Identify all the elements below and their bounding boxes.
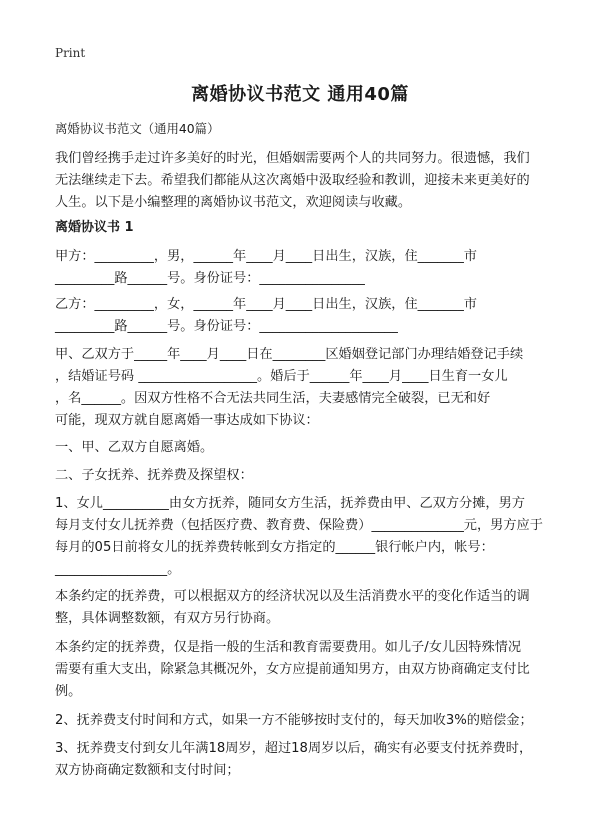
item-1-line-2: 每月支付女儿抚养费（包括医疗费、教育费、保险费）______________元，男方应于 — [55, 518, 543, 533]
marriage-line-4: 可能，现双方就自愿离婚一事达成如下协议： — [55, 413, 319, 428]
intro-line-2: 无法继续走下去。希望我们都能从这次离婚中汲取经验和教训，迎接未来更美好的 — [55, 173, 530, 188]
document-subtitle: 离婚协议书范文（通用40篇） — [55, 121, 220, 136]
item-3-line-1: 3、抚养费支付到女儿年满18周岁，超过18周岁以后，确实有必要支付抚养费时， — [55, 741, 533, 756]
intro-line-3: 人生。以下是小编整理的离婚协议书范文，欢迎阅读与收藏。 — [55, 195, 412, 210]
item-3-line-2: 双方协商确定数额和支付时间； — [55, 763, 240, 778]
party-b-line-1: 乙方：_________，女，______年____月____日出生，汉族，住_______市 — [55, 297, 477, 312]
party-b-line-2: _________路______号。身份证号：_____________________ — [55, 319, 398, 334]
general-line-1: 本条约定的抚养费，仅是指一般的生活和教育需要费用。如儿子/女儿因特殊情况 — [55, 640, 522, 655]
marriage-line-3: ，名______。因双方性格不合无法共同生活，夫妻感情完全破裂，已无和好 — [55, 391, 491, 406]
clause-2: 二、子女抚养、抚养费及探望权： — [55, 468, 253, 483]
item-1-line-3: 每月的05日前将女儿的抚养费转帐到女方指定的______银行帐户内，帐号： — [55, 540, 494, 555]
clause-1: 一、甲、乙双方自愿离婚。 — [55, 440, 214, 455]
section-heading: 离婚协议书 1 — [55, 220, 134, 235]
party-a-line-1: 甲方：_________，男，______年____月____日出生，汉族，住_______市 — [55, 249, 477, 264]
adjust-line-1: 本条约定的抚养费，可以根据双方的经济状况以及生活消费水平的变化作适当的调 — [55, 589, 530, 604]
party-a-line-2: _________路______号。身份证号：________________ — [55, 271, 365, 286]
general-line-2: 需要有重大支出，除紧急其概况外，女方应提前通知男方，由双方协商确定支付比 — [55, 662, 530, 677]
page-title: 离婚协议书范文 通用40篇 — [191, 84, 409, 105]
print-link[interactable]: Print — [55, 46, 86, 60]
general-line-3: 例。 — [55, 684, 82, 699]
marriage-line-2: ，结婚证号码 __________________。婚后于______年____月____日生育一女儿 — [55, 369, 508, 384]
item-1-line-4: _________________。 — [55, 562, 181, 577]
intro-line-1: 我们曾经携手走过许多美好的时光，但婚姻需要两个人的共同努力。很遗憾，我们 — [55, 151, 530, 166]
adjust-line-2: 整，具体调整数额，有双方另行协商。 — [55, 611, 280, 626]
marriage-line-1: 甲、乙双方于_____年____月____日在________区婚姻登记部门办理结婚登记手续 — [55, 347, 524, 362]
item-2: 2、抚养费支付时间和方式，如果一方不能够按时支付的，每天加收3%的赔偿金； — [55, 713, 533, 728]
item-1-line-1: 1、女儿__________由女方抚养，随同女方生活，抚养费由甲、乙双方分摊，男方 — [55, 496, 525, 511]
